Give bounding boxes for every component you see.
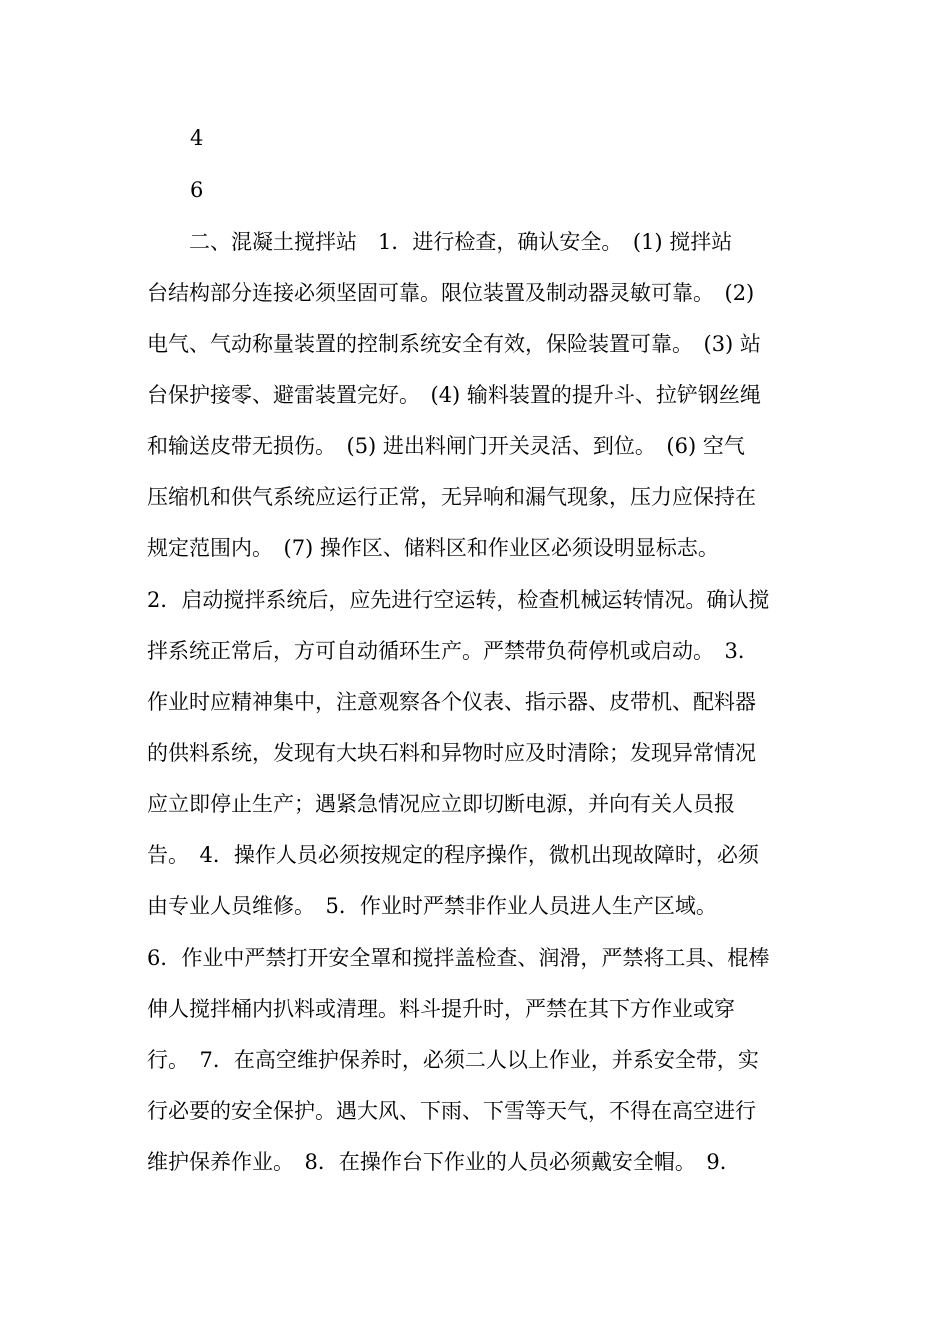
body-text-line: 由专业人员维修。 5．作业时严禁非作业人员进人生产区域。 bbox=[147, 894, 717, 918]
body-text-line: 规定范围内。 (7) 操作区、储料区和作业区必须设明显标志。 bbox=[147, 536, 719, 560]
body-text-line: 电气、气动称量装置的控制系统安全有效，保险装置可靠。 (3) 站 bbox=[147, 332, 761, 356]
body-text-line: 行。 7．在高空维护保养时，必须二人以上作业，并系安全带，实 bbox=[147, 1048, 759, 1072]
body-text-line: 的供料系统，发现有大块石料和异物时应及时清除；发现异常情况 bbox=[147, 741, 756, 765]
body-text-line: 伸人搅拌桶内扒料或清理。料斗提升时，严禁在其下方作业或穿 bbox=[147, 997, 735, 1021]
body-text-line: 应立即停止生产；遇紧急情况应立即切断电源，并向有关人员报 bbox=[147, 792, 735, 816]
body-text-line: 行必要的安全保护。遇大风、下雨、下雪等天气，不得在高空进行 bbox=[147, 1099, 756, 1123]
body-text-line: 台保护接零、避雷装置完好。 (4) 输料装置的提升斗、拉铲钢丝绳 bbox=[147, 383, 761, 407]
page-number-6: 6 bbox=[190, 178, 204, 202]
body-text-line: 告。 4．操作人员必须按规定的程序操作，微机出现故障时，必须 bbox=[147, 843, 759, 867]
body-text-line: 作业时应精神集中，注意观察各个仪表、指示器、皮带机、配料器 bbox=[147, 690, 756, 714]
body-text-line: 压缩机和供气系统应运行正常，无异响和漏气现象，压力应保持在 bbox=[147, 485, 756, 509]
body-text-line: 2．启动搅拌系统后，应先进行空运转，检查机械运转情况。确认搅 bbox=[147, 588, 770, 612]
page-number-4: 4 bbox=[190, 126, 204, 150]
body-text-line: 维护保养作业。 8．在操作台下作业的人员必须戴安全帽。 9． bbox=[147, 1150, 741, 1174]
body-text-line: 二、混凝土搅拌站 1．进行检查，确认安全。 (1) 搅拌站 bbox=[147, 230, 733, 254]
body-text-line: 拌系统正常后，方可自动循环生产。严禁带负荷停机或启动。 3． bbox=[147, 639, 759, 663]
body-text-line: 6．作业中严禁打开安全罩和搅拌盖检查、润滑，严禁将工具、棍棒 bbox=[147, 946, 770, 970]
body-text-line: 台结构部分连接必须坚固可靠。限位装置及制动器灵敏可靠。 (2) bbox=[147, 281, 755, 305]
body-text-line: 和输送皮带无损伤。 (5) 进出料闸门开关灵活、到位。 (6) 空气 bbox=[147, 434, 745, 458]
